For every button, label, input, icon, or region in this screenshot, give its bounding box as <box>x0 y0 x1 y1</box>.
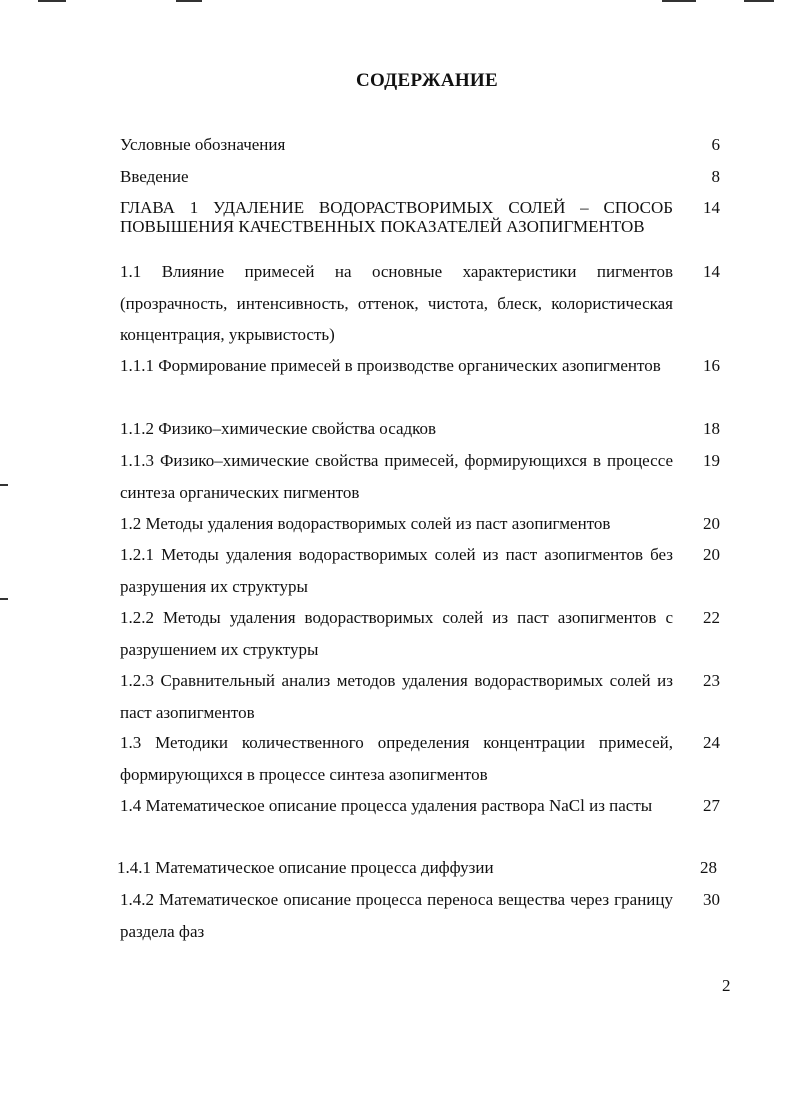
page-number: 2 <box>722 976 731 995</box>
toc-entry-page: 20 <box>703 545 720 564</box>
toc-entry-text: 1.1.1 Формирование примесей в производстве органических азопигментов <box>120 356 661 375</box>
toc-entry-page: 30 <box>703 890 720 909</box>
toc-entry-text: 1.4.1 Математическое описание процесса диффузии <box>117 858 494 877</box>
toc-entry-text: Условные обозначения <box>120 135 286 154</box>
toc-entry-page: 24 <box>703 733 720 752</box>
toc-entry-page: 27 <box>703 796 720 815</box>
toc-entry-page: 14 <box>703 262 720 281</box>
scan-artifact-top-left <box>38 0 66 2</box>
binding-mark-2 <box>0 598 8 600</box>
toc-entry-text: 1.1.2 Физико–химические свойства осадков <box>120 419 437 438</box>
toc-entry-text: 1.4.2 Математическое описание процесса переноса вещества через границу раздела фаз <box>120 890 673 941</box>
toc-entry-page: 14 <box>703 198 720 217</box>
scan-artifact-top-right-2 <box>744 0 774 2</box>
toc-entry-text: 1.4 Математическое описание процесса удаления раствора NaCl из пасты <box>120 796 653 815</box>
toc-entry-text: 1.3 Методики количественного определения концентрации примесей, формирующихся в процессе синтеза азопигментов <box>120 733 673 784</box>
binding-mark-1 <box>0 484 8 486</box>
document-title: СОДЕРЖАНИЕ <box>356 70 498 91</box>
toc-entry-text: Введение <box>120 167 189 186</box>
scan-artifact-top-right <box>662 0 696 2</box>
toc-entry-page: 8 <box>711 167 720 186</box>
toc-entry-page: 20 <box>703 514 720 533</box>
scan-artifact-top-center <box>176 0 202 2</box>
toc-entry-page: 18 <box>703 419 720 438</box>
toc-entry-text: 1.2 Методы удаления водорастворимых солей из паст азопигментов <box>120 514 611 533</box>
toc-entry-text: 1.2.3 Сравнительный анализ методов удаления водорастворимых солей из паст азопигментов <box>120 671 673 722</box>
toc-entry-text: 1.1 Влияние примесей на основные характеристики пигментов (прозрачность, интенсивность, оттенок, чистота, блеск, колористическая концентрация, укрывистость) <box>120 262 673 344</box>
toc-entry-page: 6 <box>711 135 720 154</box>
toc-entry-text: 1.2.2 Методы удаления водорастворимых солей из паст азопигментов с разрушением их структуры <box>120 608 673 659</box>
toc-entry-text: ГЛАВА 1 УДАЛЕНИЕ ВОДОРАСТВОРИМЫХ СОЛЕЙ – СПОСОБ ПОВЫШЕНИЯ КАЧЕСТВЕННЫХ ПОКАЗАТЕЛЕЙ АЗОПИГМЕНТОВ <box>120 198 673 236</box>
toc-entry-page: 16 <box>703 356 720 375</box>
toc-entry-page: 19 <box>703 451 720 470</box>
toc-entry-text: 1.1.3 Физико–химические свойства примесей, формирующихся в процессе синтеза органических пигментов <box>120 451 673 502</box>
toc-entry-page: 28 <box>700 858 717 877</box>
toc-entry-page: 22 <box>703 608 720 627</box>
toc-entry-page: 23 <box>703 671 720 690</box>
toc-entry-text: 1.2.1 Методы удаления водорастворимых солей из паст азопигментов без разрушения их структуры <box>120 545 673 596</box>
